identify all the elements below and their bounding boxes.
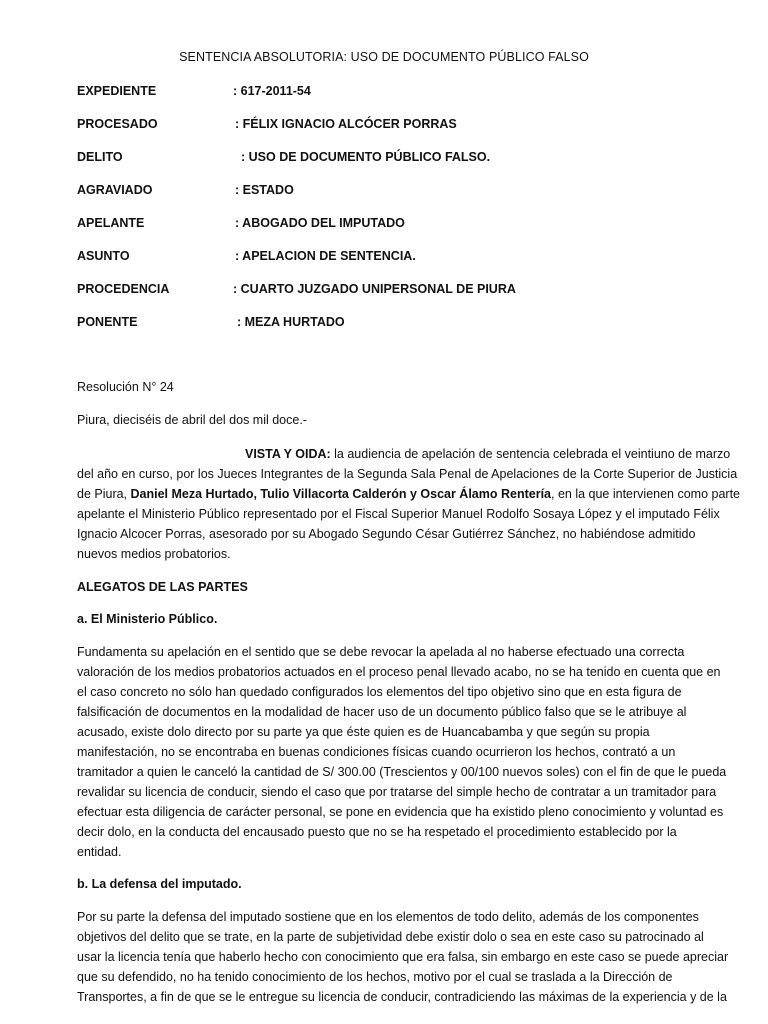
- field-value: : APELACION DE SENTENCIA.: [235, 249, 416, 263]
- field-value: : 617-2011-54: [233, 84, 311, 98]
- paragraph-line: tramitador a quien le canceló la cantidad de S/ 300.00 (Trescientos y 00/100 nuevos soles) con el fin de que le pueda: [77, 765, 727, 779]
- field-procesado: [77, 117, 457, 131]
- vista-text: , en la que intervienen como parte: [551, 487, 741, 501]
- place-date: Piura, dieciséis de abril del dos mil doce.-: [77, 413, 307, 427]
- paragraph-line: [77, 484, 741, 504]
- field-label: EXPEDIENTE: [77, 84, 157, 98]
- field-label: ASUNTO: [77, 249, 130, 263]
- field-label: AGRAVIADO: [77, 183, 153, 197]
- paragraph-line: usar la licencia tenía que haberlo hecho con conocimiento que era falsa, sin embargo en este caso se puede apreciar: [77, 950, 729, 964]
- field-value: : USO DE DOCUMENTO PÚBLICO FALSO.: [241, 150, 491, 164]
- field-value: : ABOGADO DEL IMPUTADO: [235, 216, 405, 230]
- paragraph-line: Por su parte la defensa del imputado sostiene que en los elementos de todo delito, además de los componentes: [77, 910, 699, 924]
- field-label: PONENTE: [77, 315, 138, 329]
- field-label: DELITO: [77, 150, 123, 164]
- paragraph-line: acusado, existe dolo directo por su parte ya que éste quien es de Huancabamba y que según su propia: [77, 725, 650, 739]
- paragraph-line: decir dolo, en la conducta del encausado puesto que no se ha respetado el procedimiento establecido por la: [77, 825, 677, 839]
- subheading-defensa: b. La defensa del imputado.: [77, 877, 242, 891]
- paragraph-line: entidad.: [77, 845, 122, 859]
- paragraph-line: manifestación, no se encontraba en buenas condiciones físicas cuando ocurrieron los hechos, contrató a un: [77, 745, 676, 759]
- subheading-ministerio-publico: a. El Ministerio Público.: [77, 612, 218, 626]
- document-title: SENTENCIA ABSOLUTORIA: USO DE DOCUMENTO PÚBLICO FALSO: [179, 50, 589, 64]
- paragraph-line: falsificación de documentos en la modalidad de hacer uso de un documento público falso que se le atribuye al: [77, 705, 687, 719]
- vista-lead: VISTA Y OIDA:: [245, 447, 331, 461]
- field-asunto: [77, 249, 416, 263]
- field-ponente: [77, 315, 345, 329]
- field-value: : CUARTO JUZGADO UNIPERSONAL DE PIURA: [233, 282, 516, 296]
- paragraph-line: que su defendido, no ha tenido conocimiento de los hechos, motivo por el cual se traslada a la Dirección de: [77, 970, 673, 984]
- paragraph-line: [77, 444, 733, 464]
- field-label: PROCEDENCIA: [77, 282, 170, 296]
- defensa-paragraph: [77, 907, 733, 1007]
- paragraph-line: objetivos del delito que se trate, en la parte de subjetividad debe existir dolo o sea en este caso su patrocinado al: [77, 930, 704, 944]
- paragraph-line: nuevos medios probatorios.: [77, 547, 231, 561]
- paragraph-line: revalidar su licencia de conducir, siendo el caso que por tratarse del simple hecho de contratar a un tramitador para: [77, 785, 717, 799]
- field-value: : FÉLIX IGNACIO ALCÓCER PORRAS: [235, 117, 457, 131]
- paragraph-line: el caso concreto no sólo han quedado configurados los elementos del tipo objetivo sino que en esta figura de: [77, 685, 682, 699]
- field-label: APELANTE: [77, 216, 145, 230]
- field-delito: [77, 150, 490, 164]
- field-label: PROCESADO: [77, 117, 158, 131]
- field-apelante: [77, 216, 405, 230]
- paragraph-line: Ignacio Alcocer Porras, asesorado por su Abogado Segundo César Gutiérrez Sánchez, no habiéndose admitido: [77, 527, 696, 541]
- vista-text: la audiencia de apelación de sentencia celebrada el veintiuno de marzo: [330, 447, 731, 461]
- field-value: : MEZA HURTADO: [237, 315, 345, 329]
- paragraph-line: valoración de los medios probatorios actuados en el proceso penal llevado acabo, no se ha tenido en cuenta que en: [77, 665, 721, 679]
- section-heading: ALEGATOS DE LAS PARTES: [77, 580, 248, 594]
- paragraph-line: Fundamenta su apelación en el sentido que se debe revocar la apelada al no haberse efectuado una correcta: [77, 645, 685, 659]
- field-agraviado: [77, 183, 294, 197]
- field-expediente: [77, 84, 311, 98]
- field-procedencia: [77, 282, 516, 296]
- paragraph-line: efectuar esta diligencia de carácter personal, se pone en evidencia que ha existido pleno conocimiento y voluntad es: [77, 805, 724, 819]
- judges-names: Daniel Meza Hurtado, Tulio Villacorta Calderón y Oscar Álamo Rentería: [130, 487, 551, 501]
- field-value: : ESTADO: [235, 183, 294, 197]
- ministerio-publico-paragraph: [77, 642, 733, 862]
- paragraph-line: apelante el Ministerio Público representado por el Fiscal Superior Manuel Rodolfo Sosaya López y el imputado Félix: [77, 507, 720, 521]
- resolution-number: Resolución N° 24: [77, 380, 174, 394]
- paragraph-line: Transportes, a fin de que se le entregue su licencia de conducir, contradiciendo las máximas de la experiencia y de la: [77, 990, 727, 1004]
- vista-text: de Piura,: [77, 487, 131, 501]
- vista-paragraph: [77, 444, 741, 564]
- paragraph-line: del año en curso, por los Jueces Integrantes de la Segunda Sala Penal de Apelaciones de la Corte Superior de Justicia: [77, 467, 738, 481]
